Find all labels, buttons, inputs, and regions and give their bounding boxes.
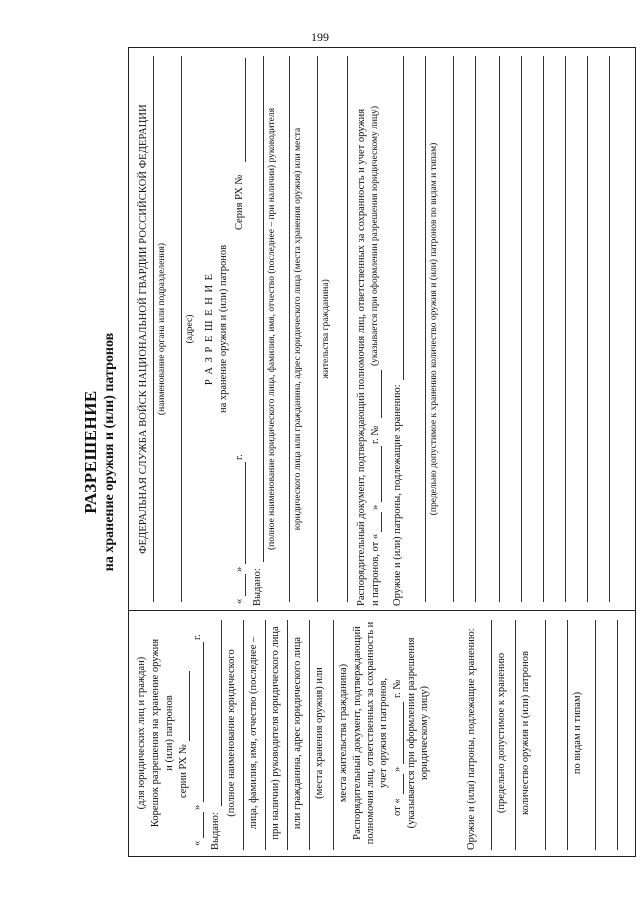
authority-line[interactable] [153,56,154,602]
main-line-2[interactable] [289,56,290,602]
main-series-line[interactable] [245,58,246,162]
caption-address-2: юридического лица или гражданина, адрес юридического лица (места хранения оружия) или места [293,127,303,531]
stub-weapons-line-2[interactable] [515,620,516,850]
stub-line-4[interactable] [309,620,310,850]
main-admin-year: г. № [370,425,381,444]
main-admin-note: (указывается при оформлении разрешения юридическому лицу) [370,106,380,366]
main-weapons-line-1[interactable] [403,56,404,380]
main-admin-document: Распорядительный документ, подтверждающий полномочия лиц, ответственных за сохранность и учет оружия [356,108,367,606]
main-date-open: « [234,598,245,604]
stub-caption-types: по видам и типам) [572,691,583,775]
main-date-close: » [234,566,245,572]
main-series-label: Серия РХ № [234,174,245,230]
stub-caption-address: или гражданина, адрес юридического лица [292,636,303,830]
stub-admin-note: (указывается при оформлении разрешения юридическому лицу) [406,637,431,829]
main-weapons-line-6[interactable] [521,56,522,602]
main-admin-mid: » [370,504,381,510]
stub-heading-2: и (или) патронов [164,695,175,771]
stub-for-whom: (для юридических лиц и граждан) [136,656,147,810]
stub-series-line[interactable] [189,671,190,741]
address-line[interactable] [181,56,182,602]
stub-weapons-line-1[interactable] [491,620,492,850]
stub-weapons-line-3[interactable] [545,620,546,850]
stub-caption-head: при наличии) руководителя юридического лица [270,626,281,840]
stub-weapons-subject: Оружие и (или) патроны, подлежащие хранению: [466,628,477,850]
main-issued-label: Выдано: [252,568,263,606]
stub-day-line[interactable] [203,812,204,838]
stub-admin-mid: » [392,766,403,772]
stub-series: серии РХ № [178,744,189,798]
main-line-4[interactable] [347,56,348,602]
stub-year-suffix: г. [192,634,203,640]
main-weapons-line-2[interactable] [425,56,426,602]
stub-issued-line[interactable] [221,620,222,806]
title-sub: на хранение оружия и (или) патронов [102,332,118,572]
main-weapons-line-4[interactable] [475,56,476,602]
main-weapons-line-7[interactable] [543,56,544,602]
stub-line-3[interactable] [287,620,288,850]
stub-caption-person: лица, фамилия, имя, отчество (последнее – [248,636,259,830]
stub-issued-label: Выдано: [210,812,221,850]
stub-caption-qty: количество оружия и (или) патронов [520,651,531,815]
main-issued-line[interactable] [263,56,264,562]
caption-residence: жительства гражданина) [321,279,331,379]
title-main: РАЗРЕШЕНИЕ [81,390,100,514]
stub-caption-storage: (места хранения оружия) или [314,667,325,799]
main-admin-month-line[interactable] [381,446,382,502]
main-weapons-line-3[interactable] [453,56,454,602]
stub-caption-residence: места жительства гражданина) [338,663,349,803]
main-year-suffix: г. [234,454,245,460]
permit-subtitle: на хранение оружия и (или) патронов [218,244,229,414]
stub-month-line[interactable] [203,642,204,802]
stub-heading-1: Корешок разрешения на хранение оружия [150,638,161,828]
stub-line-2[interactable] [265,620,266,850]
stub-weapons-line-5[interactable] [595,620,596,850]
permit-word: Р А З Р Е Ш Е Н И Е [204,272,215,386]
stub-weapons-line-6[interactable] [617,620,618,850]
main-weapons-line-9[interactable] [587,56,588,602]
document-title [80,47,126,857]
stub-admin-document: Распорядительный документ, подтверждающий полномочия лиц, ответственных за сохранность и учет оружия и патронов, [352,621,390,845]
caption-authority: (наименование органа или подразделения) [157,242,167,416]
main-weapons-line-5[interactable] [499,56,500,602]
stub-line-1[interactable] [243,620,244,850]
caption-max: (предельно допустимое к хранению количество оружия и (или) патронов по видам и типам) [429,142,439,516]
page-number: 199 [311,30,329,44]
main-admin-day-line[interactable] [381,512,382,532]
caption-address: (адрес) [185,314,195,344]
main-admin-from: и патронов, от « [370,533,381,606]
stub-admin-from: от « [392,798,403,816]
stub-weapons-line-4[interactable] [567,620,568,850]
main-weapons-line-8[interactable] [565,56,566,602]
main-month-line[interactable] [245,462,246,564]
stub-admin-day-line[interactable] [403,774,404,794]
main-weapons-subject: Оружие и (или) патроны, подлежащие хранению: [392,384,403,606]
main-line-3[interactable] [317,56,318,602]
stub-admin-month-line[interactable] [403,702,404,764]
permit-stub [129,610,635,856]
stub-date-open: « [192,840,203,846]
stub-caption-full-name: (полное наименование юридического [226,649,237,817]
main-day-line[interactable] [245,574,246,596]
stub-date-close: » [192,804,203,810]
main-admin-number-line[interactable] [381,370,382,418]
agency-name: ФЕДЕРАЛЬНАЯ СЛУЖБА ВОЙСК НАЦИОНАЛЬНОЙ ГВАРДИИ РОССИЙСКОЙ ФЕДЕРАЦИИ [138,104,149,554]
caption-full: (полное наименование юридического лица, фамилия, имя, отчество (последнее – при наличии) руководителя [267,108,277,550]
stub-admin-year: г. № [392,679,403,698]
stub-caption-max: (предельно допустимое к хранению [496,652,507,814]
permit-main [129,48,635,610]
stub-line-5[interactable] [333,620,334,850]
permit-sheet [80,47,640,857]
permit-frame [128,47,636,857]
main-weapons-line-10[interactable] [609,56,610,602]
